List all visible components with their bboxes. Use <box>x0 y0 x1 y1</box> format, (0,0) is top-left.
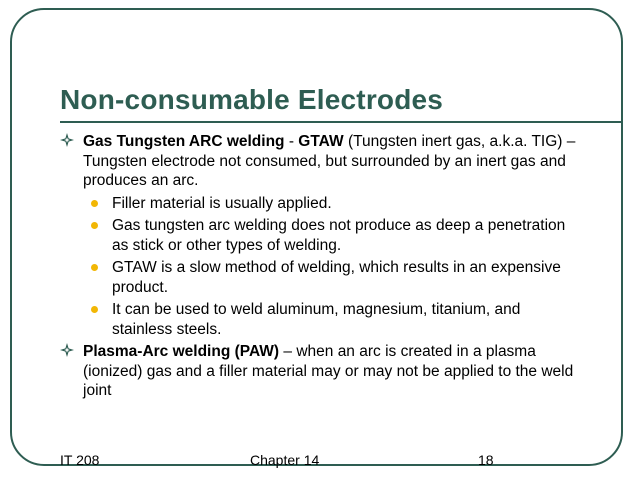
gtaw-heading: Gas Tungsten ARC welding <box>83 133 285 150</box>
footer-chapter: Chapter 14 <box>250 452 320 468</box>
round-bullet-icon <box>91 264 98 271</box>
sub-bullet-item <box>60 216 580 255</box>
diamond-bullet-icon <box>60 133 74 147</box>
gtaw-separator: - <box>284 133 299 150</box>
diamond-bullet-icon <box>60 343 74 357</box>
footer-course: IT 208 <box>60 452 100 468</box>
round-bullet-icon <box>91 306 98 313</box>
sub-bullet-text: It can be used to weld aluminum, magnesium, titanium, and stainless steels. <box>112 301 521 338</box>
sub-bullet-item <box>60 300 580 339</box>
paw-description: – when an arc is created in a plasma (ionized) gas and a filler material may or may not be applied to the weld joint <box>83 343 574 399</box>
slide-title: Non-consumable Electrodes <box>60 84 444 115</box>
round-bullet-icon <box>91 200 98 207</box>
title-divider <box>60 121 623 123</box>
sub-bullet-text: Filler material is usually applied. <box>112 194 332 212</box>
paw-heading: Plasma-Arc welding (PAW) <box>83 343 280 360</box>
round-bullet-icon <box>91 222 98 229</box>
footer-page-number: 18 <box>478 452 494 468</box>
bullet-gtaw <box>60 132 580 191</box>
gtaw-acronym: GTAW <box>298 133 344 150</box>
bullet-paw <box>60 342 580 401</box>
sub-bullet-text: GTAW is a slow method of welding, which results in an expensive product. <box>112 259 561 296</box>
sub-bullet-text: Gas tungsten arc welding does not produce as deep a penetration as stick or other types of welding. <box>112 217 566 254</box>
gtaw-description: (Tungsten inert gas, a.k.a. TIG) – Tungsten electrode not consumed, but surrounded by an inert gas and produces an arc. <box>83 133 576 189</box>
slide-body <box>60 132 580 401</box>
sub-bullet-item <box>60 258 580 297</box>
sub-bullet-item <box>60 194 580 214</box>
